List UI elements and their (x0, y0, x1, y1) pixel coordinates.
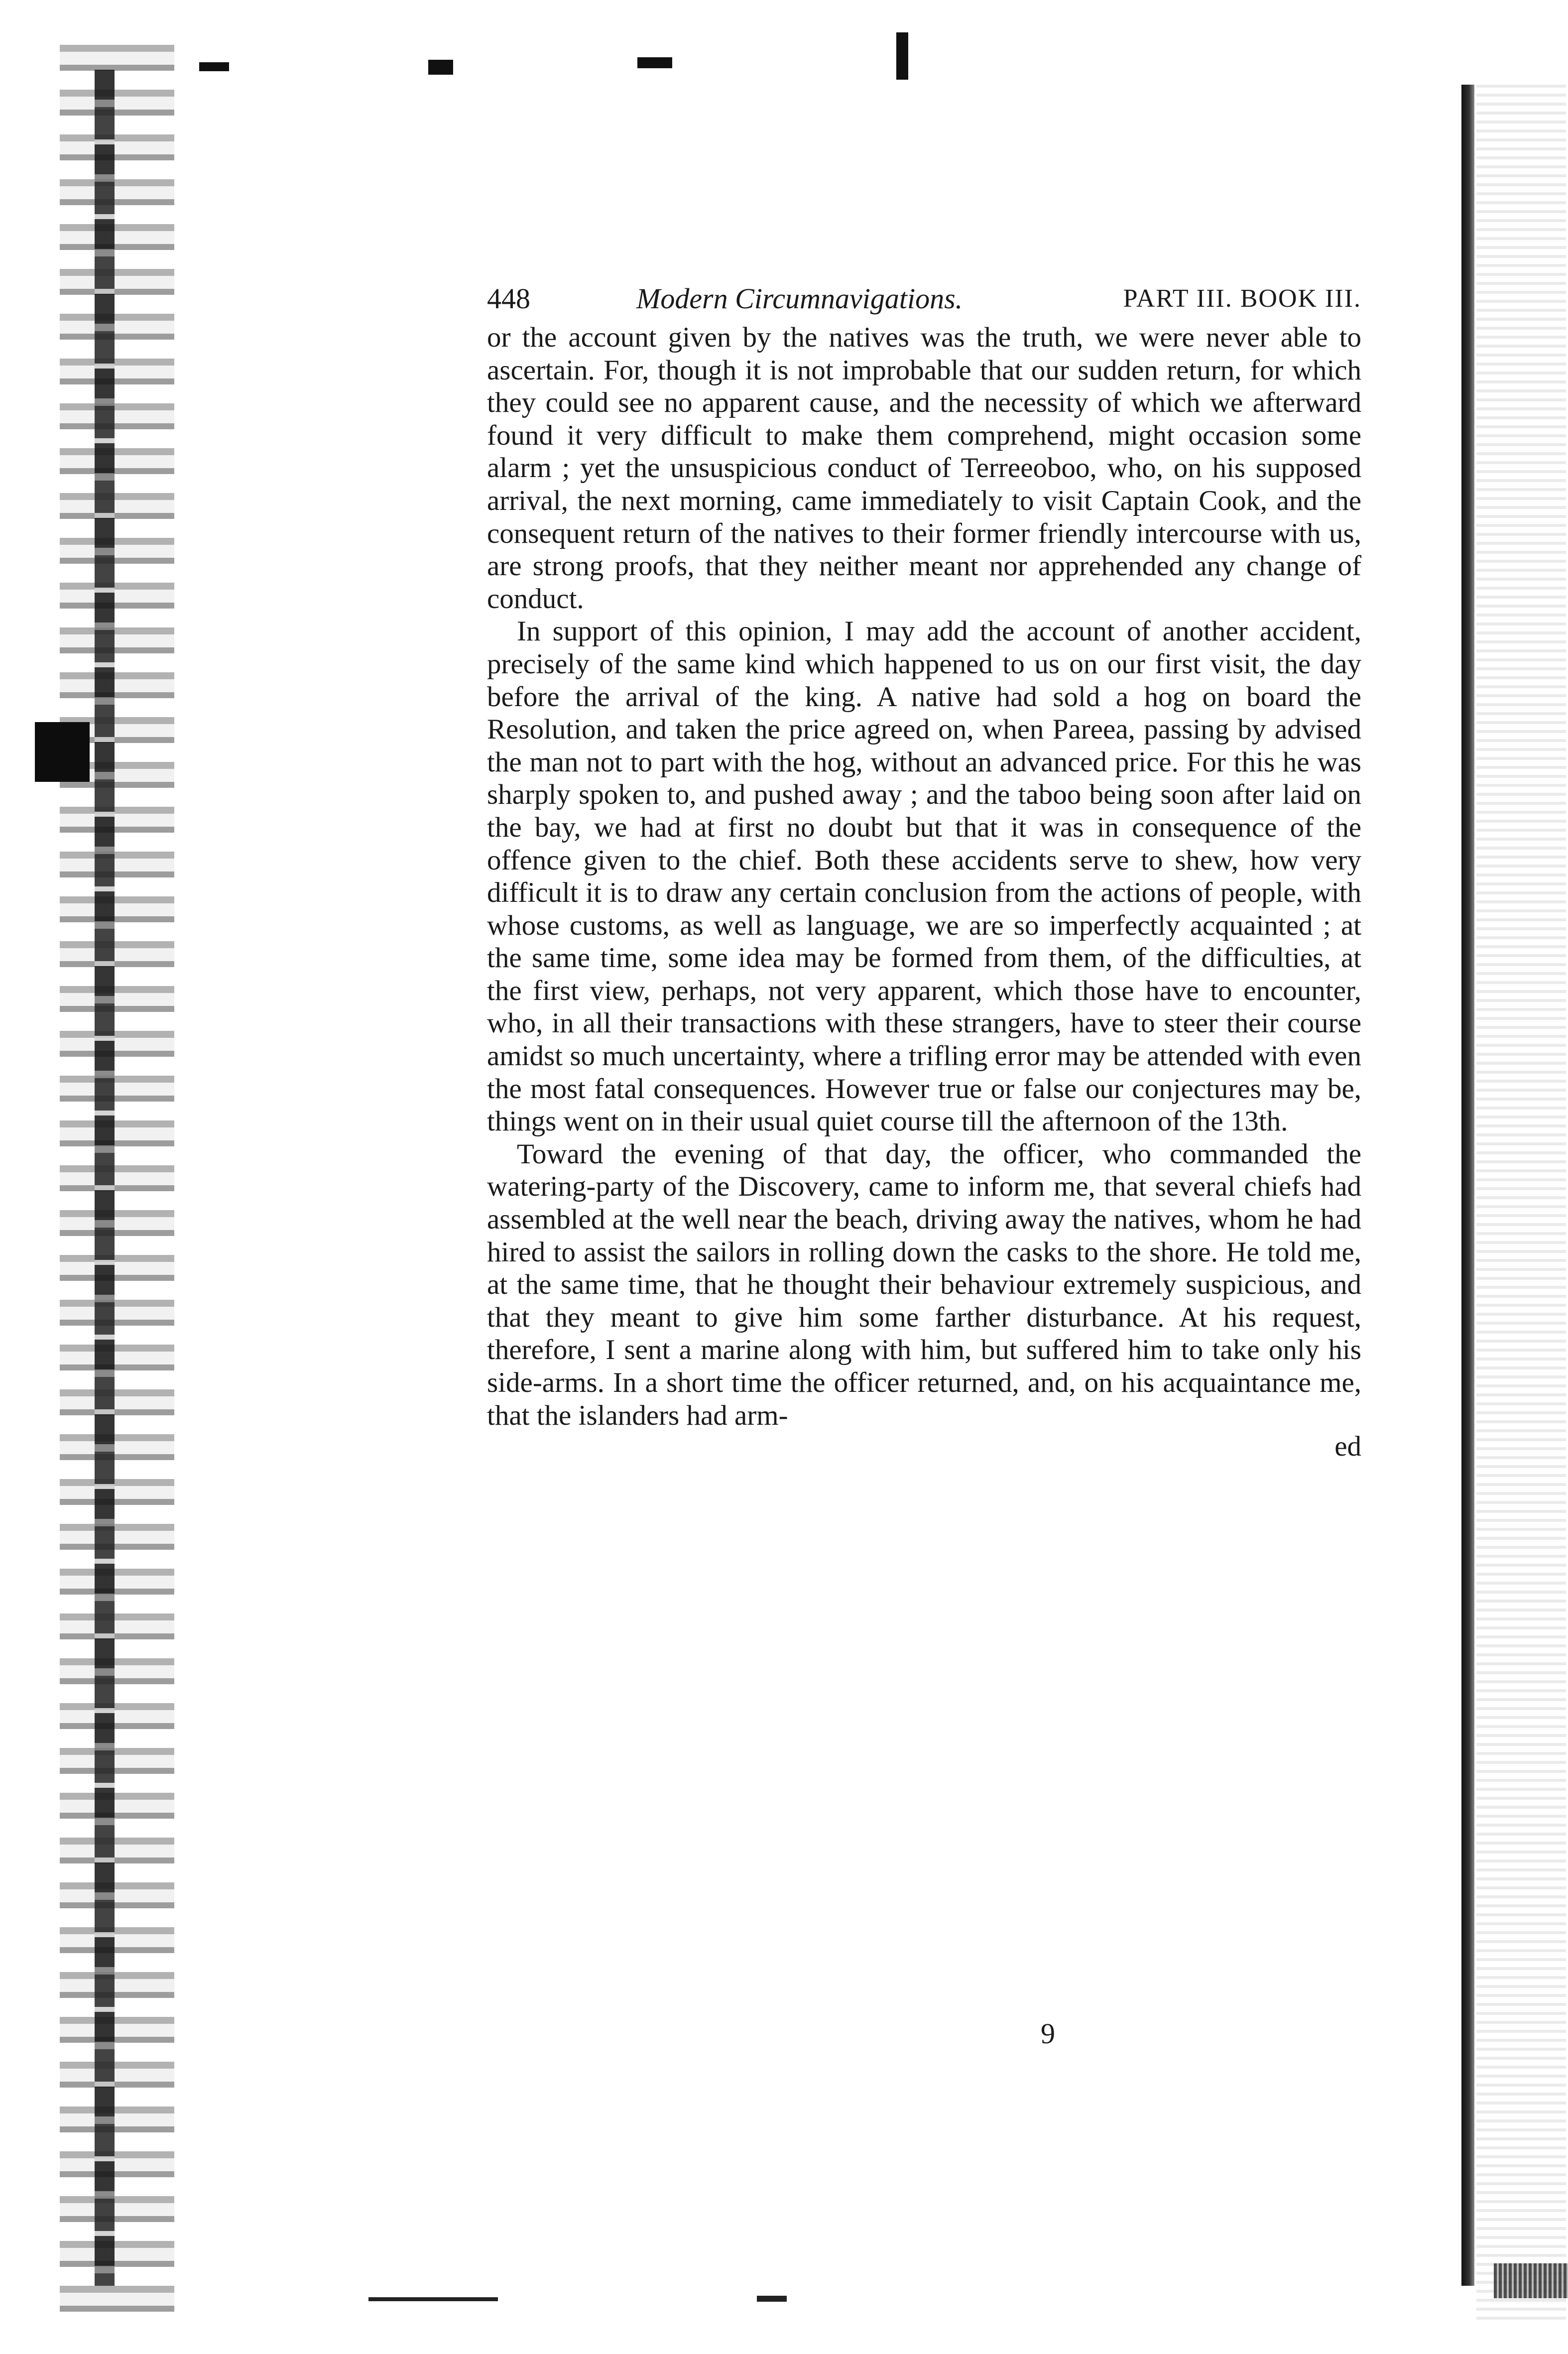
scan-right-edge (1461, 85, 1474, 2286)
part-label: PART III. BOOK III. (1123, 284, 1361, 313)
scan-left-edge (60, 45, 174, 2321)
scan-right-shade (1476, 85, 1566, 2326)
scan-top-marks (189, 57, 936, 82)
page-number: 448 (487, 282, 530, 315)
paragraph-2: In support of this opinion, I may add the account of another accident, precisely of the same kind which happened to us on our first visit, the day before the arrival of the king. A native had sold a hog on board the Resolution, and taken the price agreed on, when Pareea, passing by advised the man not to part with the hog, without an advanced price. For this he was sharply spoken to, and pushed away ; and the taboo being soon after laid on the bay, we had at first no doubt but that it was in consequence of the offence given to the chief. Both these accidents serve to shew, how very difficult it is to draw any certain conclusion from the actions of people, with whose customs, as well as language, we are so imperfectly acquainted ; at the same time, some idea may be formed from them, of the difficulties, at the first view, perhaps, not very apparent, which those have to encounter, who, in all their transactions with these strangers, have to steer their course amidst so much uncertainty, where a trifling error may be attended with even the most fatal consequences. However true or false our conjectures may be, things went on in their usual quiet course till the afternoon of the 13th. (487, 616, 1361, 1137)
scan-bottom-marks (368, 2293, 866, 2308)
running-title: Modern Circumnavigations. (636, 282, 963, 315)
scan-ink-blot (35, 722, 90, 782)
page-text-block (487, 276, 1361, 1462)
scan-corner-noise (1494, 2263, 1568, 2298)
paragraph-3: Toward the evening of that day, the officer, who commanded the watering-party of the Discovery, came to inform me, that several chiefs had assembled at the well near the beach, driving away the natives, whom he had hired to assist the sailors in rolling down the casks to the shore. He told me, at the same time, that he thought their behaviour extremely suspicious, and that they meant to give him some farther disturbance. At his request, therefore, I sent a marine along with him, but suffered him to take only his side-arms. In a short time the officer returned, and, on his acquaintance me, that the islanders had arm- (487, 1138, 1361, 1431)
body-text (487, 321, 1361, 1432)
scan-binding-shadow (95, 70, 115, 2286)
catchword: ed (1334, 1431, 1361, 1463)
signature-mark: 9 (1041, 2017, 1055, 2050)
running-head (487, 276, 1361, 321)
paragraph-1: or the account given by the natives was the truth, we were never able to ascertain. For, though it is not improbable that our sudden return, for which they could see no apparent cause, and the necessity of which we afterward found it very difficult to make them comprehend, might occasion some alarm ; yet the unsuspicious conduct of Terreeoboo, who, on his supposed arrival, the next morning, came immediately to visit Captain Cook, and the consequent return of the natives to their former friendly intercourse with us, are strong proofs, that they neither meant nor apprehended any change of conduct. (487, 322, 1361, 615)
